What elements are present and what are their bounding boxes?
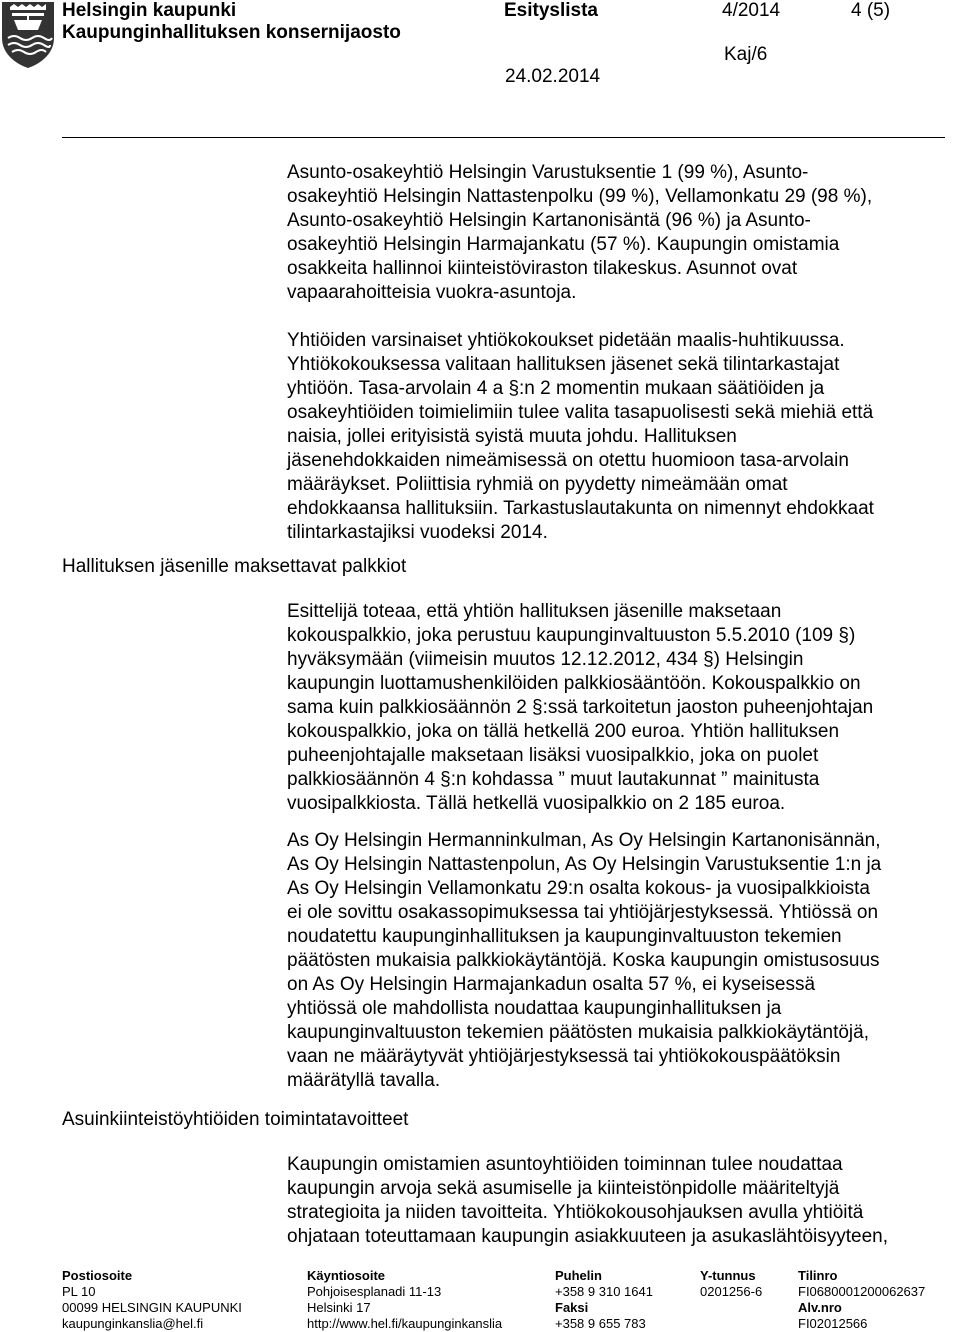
footer-value: PL 10: [62, 1284, 96, 1299]
footer-label: Faksi: [555, 1300, 589, 1315]
footer-value: FI02012566: [798, 1316, 868, 1331]
text-line: päätösten mukaisia palkkiokäytäntöjä. Koska kaupungin omistusosuus: [287, 950, 880, 971]
text-line: osakeyhtiö Helsingin Harmajankatu (57 %). Kaupungin omistamia: [287, 234, 840, 255]
text-line: jäsenehdokkaiden nimeämisessä on otettu huomioon tasa-arvolain: [287, 450, 849, 471]
footer-value: 0201256-6: [700, 1284, 763, 1299]
text-line: yhtiössä ole mahdollista noudattaa kaupunginhallituksen ja: [287, 998, 782, 1019]
footer-label: Puhelin: [555, 1268, 602, 1283]
text-line: kaupungin luottamushenkilöiden palkkiosääntöön. Kokouspalkkio on: [287, 673, 861, 694]
footer-bank-account: [798, 1268, 925, 1332]
footer-business-id: [700, 1268, 762, 1300]
text-line: naisia, jollei erityisistä syistä muuta johdu. Hallituksen: [287, 426, 737, 447]
text-line: hyväksymään (viimeisin muutos 12.12.2012, 434 §) Helsingin: [287, 649, 804, 670]
footer-value: FI0680001200062637: [798, 1284, 926, 1299]
text-line: puheenjohtajalle maksetaan lisäksi vuosipalkkio, joka on puolet: [287, 745, 819, 766]
section-heading-board-fees: Hallituksen jäsenille maksettavat palkkiot: [62, 556, 407, 577]
footer-visiting-address: [307, 1268, 502, 1332]
paragraph-meeting-fees: [287, 600, 949, 816]
text-line: Asunto-osakeyhtiö Helsingin Kartanonisäntä (96 %) ja Asunto-: [287, 210, 811, 231]
paragraph-operating-targets: [287, 1153, 949, 1249]
text-line: Esittelijä toteaa, että yhtiön hallituksen jäsenille maksetaan: [287, 601, 782, 622]
section-heading-operating-targets: Asuinkiinteistöyhtiöiden toimintatavoitteet: [62, 1109, 409, 1130]
footer-email-link[interactable]: kaupunginkanslia@hel.fi: [62, 1316, 204, 1331]
paragraph-companies: [287, 161, 949, 305]
document-number: 4/2014: [722, 0, 781, 21]
text-line: As Oy Helsingin Vellamonkatu 29:n osalta kokous- ja vuosipalkkioista: [287, 878, 870, 899]
footer-label: Alv.nro: [798, 1300, 842, 1315]
helsinki-crest-logo: [0, 0, 56, 70]
text-line: osakeyhtiö Helsingin Nattastenpolku (99 %), Vellamonkatu 29 (98 %),: [287, 186, 873, 207]
text-line: määrätyllä tavalla.: [287, 1070, 441, 1091]
meeting-date: 24.02.2014: [505, 66, 601, 87]
text-line: strategioita ja niiden tavoitteita. Yhtiökokousohjauksen avulla yhtiöitä: [287, 1202, 864, 1223]
department-name: Kaupunginhallituksen konsernijaosto: [62, 22, 401, 43]
text-line: ohjataan toteuttamaan kaupungin asiakkuuteen ja asukaslähtöisyyteen,: [287, 1226, 889, 1247]
paragraph-fee-practices: [287, 829, 949, 1093]
footer-value: Pohjoisesplanadi 11-13: [307, 1284, 442, 1299]
footer-website-link[interactable]: http://www.hel.fi/kaupunginkanslia: [307, 1316, 503, 1331]
text-line: määräykset. Poliittisia ryhmiä on pyydetty nimeämään omat: [287, 474, 788, 495]
text-line: As Oy Helsingin Hermanninkulman, As Oy Helsingin Kartanonisännän,: [287, 830, 881, 851]
footer-value: Helsinki 17: [307, 1300, 371, 1315]
footer-postal-address: [62, 1268, 242, 1332]
footer-label: Postiosoite: [62, 1268, 133, 1283]
document-type: Esityslista: [504, 0, 598, 21]
paragraph-general-meetings: [287, 329, 949, 545]
text-line: vapaarahoitteisia vuokra-asuntoja.: [287, 282, 577, 303]
text-line: Yhtiöiden varsinaiset yhtiökokoukset pidetään maalis-huhtikuussa.: [287, 330, 845, 351]
footer-label: Y-tunnus: [700, 1268, 756, 1283]
text-line: As Oy Helsingin Nattastenpolun, As Oy Helsingin Varustuksentie 1:n ja: [287, 854, 882, 875]
agenda-item: Kaj/6: [724, 44, 768, 65]
text-line: Kaupungin omistamien asuntoyhtiöiden toiminnan tulee noudattaa: [287, 1154, 843, 1175]
footer-phone: [555, 1268, 653, 1332]
organization-name: Helsingin kaupunki: [62, 0, 237, 21]
text-line: Asunto-osakeyhtiö Helsingin Varustuksentie 1 (99 %), Asunto-: [287, 162, 809, 183]
footer-label: Käyntiosoite: [307, 1268, 386, 1283]
text-line: palkkiosäännön 4 §:n kohdassa ” muut lautakunnat ” mainitusta: [287, 769, 820, 790]
text-line: vuosipalkkiosta. Tällä hetkellä vuosipalkkio on 2 185 euroa.: [287, 793, 786, 814]
text-line: kokouspalkkio, joka on tällä hetkellä 200 euroa. Yhtiön hallituksen: [287, 721, 840, 742]
footer-label: Tilinro: [798, 1268, 838, 1283]
text-line: sama kuin palkkiosäännön 2 §:ssä tarkoitetun jaoston puheenjohtajan: [287, 697, 874, 718]
text-line: kaupungin arvoja sekä asumiselle ja kiinteistönpidolle määriteltyjä: [287, 1178, 840, 1199]
text-line: osakkeita hallinnoi kiinteistöviraston tilakeskus. Asunnot ovat: [287, 258, 798, 279]
text-line: tilintarkastajiksi vuodeksi 2014.: [287, 522, 548, 543]
text-line: vaan ne määräytyvät yhtiöjärjestyksessä tai yhtiökokouspäätöksin: [287, 1046, 841, 1067]
text-line: osakeyhtiöiden toimielimiin tulee valita tasapuolisesti sekä miehiä että: [287, 402, 874, 423]
text-line: noudatettu kaupunginhallituksen ja kaupunginvaltuuston tekemien: [287, 926, 842, 947]
text-line: ehdokkaansa hallituksiin. Tarkastuslautakunta on nimennyt ehdokkaat: [287, 498, 874, 519]
footer-value: +358 9 655 783: [555, 1316, 646, 1331]
header-divider: [62, 137, 945, 138]
text-line: yhtiöön. Tasa-arvolain 4 a §:n 2 momentin mukaan säätiöiden ja: [287, 378, 825, 399]
footer-value: +358 9 310 1641: [555, 1284, 653, 1299]
text-line: ei ole sovittu osakassopimuksessa tai yhtiöjärjestyksessä. Yhtiössä on: [287, 902, 879, 923]
text-line: kokouspalkkio, joka perustuu kaupunginvaltuuston 5.5.2010 (109 §): [287, 625, 856, 646]
text-line: Yhtiökokouksessa valitaan hallituksen jäsenet sekä tilintarkastajat: [287, 354, 840, 375]
text-line: kaupunginvaltuuston tekemien päätösten mukaisia palkkiokäytäntöjä,: [287, 1022, 869, 1043]
footer-value: 00099 HELSINGIN KAUPUNKI: [62, 1300, 242, 1315]
page-number: 4 (5): [851, 0, 891, 21]
text-line: on As Oy Helsingin Harmajankadun osalta 57 %, ei kyseisessä: [287, 974, 816, 995]
